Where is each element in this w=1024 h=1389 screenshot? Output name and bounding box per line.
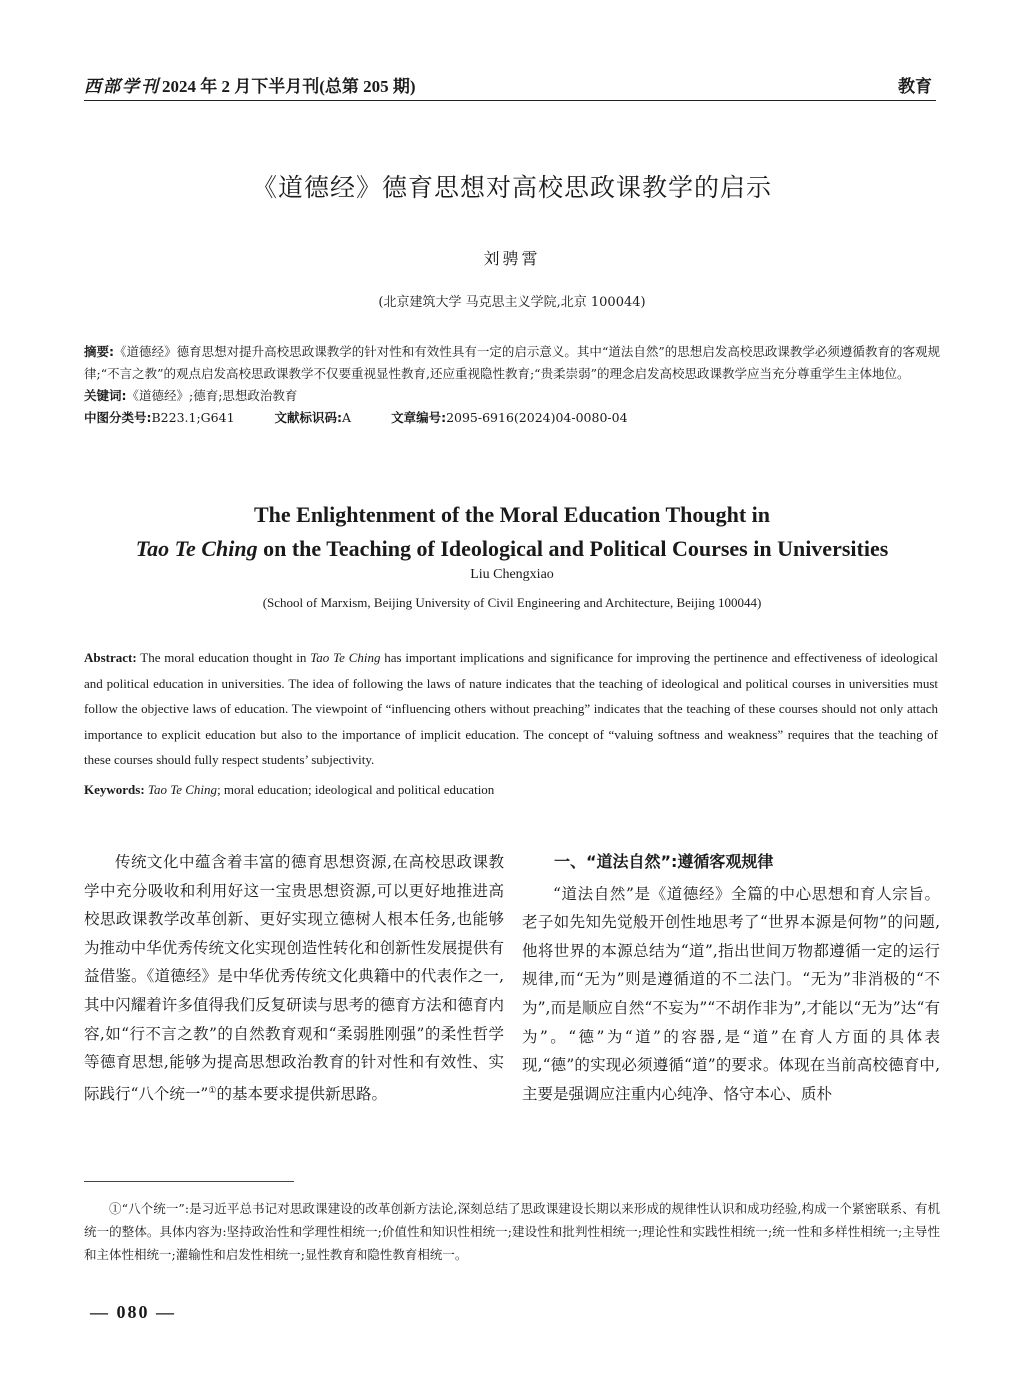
footnote-marker[interactable]: ① <box>208 1085 217 1096</box>
article-no-label: 文章编号: <box>391 410 447 425</box>
intro-text-2: 的基本要求提供新思路。 <box>216 1084 387 1103</box>
title-en-line1: The Enlightenment of the Moral Education Thought in <box>253 502 771 527</box>
affiliation-cn: (北京建筑大学 马克思主义学院,北京 100044) <box>378 295 646 310</box>
section-label: 教育 <box>898 77 932 97</box>
abstract-en <box>84 645 938 773</box>
keywords-en-italic: Tao Te Ching <box>147 781 218 797</box>
title-en-line2-rest: on the Teaching of Ideological and Political Courses in Universities <box>257 536 889 561</box>
doc-code-value: A <box>342 410 352 425</box>
footnote <box>84 1197 940 1266</box>
journal-logo: 西部学刊 <box>84 77 160 96</box>
body-column-left <box>84 848 504 1109</box>
author-cn: 刘骋霄 <box>483 249 541 268</box>
classification-label: 中图分类号: <box>84 410 152 425</box>
section-1-paragraph: “道法自然”是《道德经》全篇的中心思想和育人宗旨。老子如先知先觉般开创性地思考了“世界本源是何物”的问题,他将世界的本源总结为“道”,指出世间万物都遵循一定的运行规律,而“无为”则是遵循道的不二法门。“无为”非消极的“不为”,而是顺应自然“不妄为”“不胡作非为”,才能以“无为”达“有为”。“德”为“道”的容器,是“道”在育人方面的具体表现,“德”的实现必须遵循“道”的要求。体现在当前高校德育中,主要是强调应注重内心纯净、恪守本心、质朴 <box>522 884 940 1103</box>
article-no-value: 2095-6916(2024)04-0080-04 <box>446 410 628 425</box>
footnote-divider <box>84 1181 294 1182</box>
abstract-cn-label: 摘要: <box>84 344 115 359</box>
body-column-right <box>522 848 940 1108</box>
abstract-cn-block <box>84 341 940 429</box>
classification-row <box>84 407 940 429</box>
doc-code-label: 文献标识码: <box>274 410 343 425</box>
journal-header <box>84 72 416 97</box>
keywords-cn-text: 《道德经》;德育;思想政治教育 <box>126 388 298 403</box>
title-en-line2 <box>0 532 1024 566</box>
section-heading-1: 一、“道法自然”:遵循客观规律 <box>554 852 774 871</box>
article-title-cn: 《道德经》德育思想对高校思政课教学的启示 <box>251 173 772 202</box>
page-number: — 080 — <box>90 1302 176 1322</box>
abstract-en-italic: Tao Te Ching <box>310 650 381 665</box>
intro-paragraph <box>84 848 504 1109</box>
keywords-en-label: Keywords: <box>84 781 145 797</box>
affiliation-en: (School of Marxism, Beijing University of Civil Engineering and Architecture, Beijing 100044) <box>262 595 762 610</box>
abstract-en-label: Abstract: <box>84 650 137 665</box>
abstract-en-block <box>84 645 938 803</box>
abstract-en-text-1: The moral education thought in <box>136 650 311 665</box>
intro-text-1: 传统文化中蕴含着丰富的德育思想资源,在高校思政课教学中充分吸收和利用好这一宝贵思想资源,可以更好地推进高校思政课教学改革创新、更好实现立德树人根本任务,也能够为推动中华优秀传统文化实现创造性转化和创新性发展提供有益借鉴。《道德经》是中华优秀传统文化典籍中的代表作之一,其中闪耀着许多值得我们反复研读与思考的德育方法和德育内容,如“行不言之教”的自然教育观和“柔弱胜刚强”的柔性哲学等德育思想,能够为提高思想政治教育的针对性和有效性、实际践行“八个统一” <box>84 853 504 1103</box>
classification-value: B223.1;G641 <box>151 410 235 425</box>
title-en-italic: Tao Te Ching <box>135 536 258 561</box>
abstract-cn-text: 《道德经》德育思想对提升高校思政课教学的针对性和有效性具有一定的启示意义。其中“道法自然”的思想启发高校思政课教学必须遵循教育的客观规律;“不言之教”的观点启发高校思政课教学不仅要重视显性教育,还应重视隐性教育;“贵柔崇弱”的理念启发高校思政课教学应当充分尊重学生主体地位。 <box>84 344 940 381</box>
keywords-en-text: ; moral education; ideological and political education <box>217 781 495 797</box>
header-divider <box>84 100 936 101</box>
author-en: Liu Chengxiao <box>470 567 554 582</box>
issue-info: 2024 年 2 月下半月刊(总第 205 期) <box>162 77 416 96</box>
footnote-text: ①“八个统一”:是习近平总书记对思政课建设的改革创新方法论,深刻总结了思政课建设长期以来形成的规律性认识和成功经验,构成一个紧密联系、有机统一的整体。具体内容为:坚持政治性和学理性相统一;价值性和知识性相统一;建设性和批判性相统一;理论性和实践性相统一;统一性和多样性相统一;主导性和主体性相统一;灌输性和启发性相统一;显性教育和隐性教育相统一。 <box>84 1201 940 1262</box>
keywords-cn <box>84 385 940 407</box>
abstract-cn <box>84 341 940 385</box>
keywords-en <box>84 777 938 803</box>
keywords-cn-label: 关键词: <box>84 388 127 403</box>
article-title-en <box>0 498 1024 566</box>
abstract-en-text-2: has important implications and significance for improving the pertinence and effectiveness of ideological and political education in universities. The idea of following the laws of nature indicates that the teaching of ideological and political courses in universities must follow the objective laws of education. The viewpoint of “influencing others without preaching” indicates that the teaching of these courses should not only attach importance to explicit education but also to the importance of implicit education. The concept of “valuing softness and weakness” requires that the teaching of these courses should fully respect students’ subjectivity. <box>84 650 938 768</box>
